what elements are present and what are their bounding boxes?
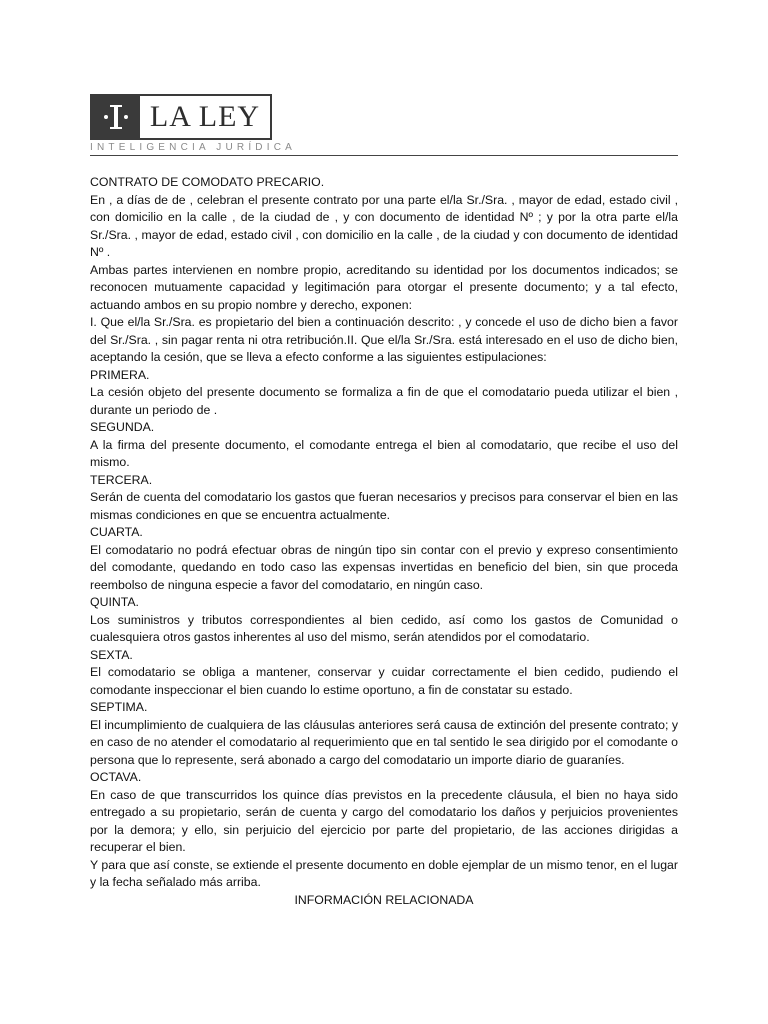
logo-text: LA LEY: [149, 100, 261, 133]
document-title: CONTRATO DE COMODATO PRECARIO.: [90, 175, 325, 189]
related-info-heading: INFORMACIÓN RELACIONADA: [294, 892, 474, 907]
clause-heading: SEGUNDA.: [90, 420, 155, 434]
clause-text: En caso de que transcurridos los quince días previstos en la precedente cláusula, el bien no haya sido entregado a su propietario, serán de cuenta y cargo del comodatario los daños y perjuicios provenientes por la demora; y ello, sin perjuicio del ejercicio por parte del propietario, de las acciones dirigidas a recuperar el bien.: [90, 787, 678, 854]
header-divider: [90, 155, 678, 156]
clause-text: El incumplimiento de cualquiera de las cláusulas anteriores será causa de extinción del presente contrato; y en caso de no atender el comodatario al requerimiento que en tal sentido le sea dirigido por el comodante o persona que lo represente, será abonado a cargo del comodatario un importe diario de guaraníes.: [90, 717, 678, 767]
clause-heading: TERCERA.: [90, 472, 153, 487]
clause-heading: OCTAVA.: [90, 770, 142, 784]
clause-text: Los suministros y tributos correspondientes al bien cedido, así como los gastos de Comunidad o cualesquiera otros gastos inherentes al uso del mismo, serán atendidos por el comodatario.: [90, 612, 678, 644]
logo-mark-icon: [92, 96, 140, 138]
clause-text: El comodatario se obliga a mantener, conservar y cuidar correctamente el bien cedido, pudiendo el comodante inspeccionar el bien cuando lo estime oportuno, a fin de constatar su estado.: [90, 665, 678, 697]
clause-text: A la firma del presente documento, el comodante entrega el bien al comodatario, que recibe el uso del mismo.: [90, 437, 678, 469]
document-body: [90, 174, 678, 909]
clause-heading: PRIMERA.: [90, 367, 150, 382]
paragraph-parties: Ambas partes intervienen en nombre propio, acreditando su identidad por los documentos indicados; se reconocen mutuamente capacidad y legitimación para otorgar el presente documento; y a tal efecto, actuando ambos en su propio nombre y derecho, exponen:: [90, 262, 678, 312]
clause-heading: QUINTA.: [90, 595, 139, 609]
clause-heading: SEXTA.: [90, 647, 133, 662]
logo-tagline: INTELIGENCIA JURÍDICA: [90, 142, 296, 153]
clause-heading: CUARTA.: [90, 525, 143, 539]
clause-text: La cesión objeto del presente documento se formaliza a fin de que el comodatario pueda utilizar el bien , durante un periodo de .: [90, 385, 678, 417]
la-ley-logo: [90, 94, 272, 140]
clause-text: El comodatario no podrá efectuar obras de ningún tipo sin contar con el previo y expreso consentimiento del comodante, quedando en todo caso las expensas invertidas en beneficio del bien, sin que proceda reembolso de ninguna especie a favor del comodatario, en ningún caso.: [90, 542, 678, 592]
closing-paragraph: Y para que así conste, se extiende el presente documento en doble ejemplar de un mismo tenor, en el lugar y la fecha señalado más arriba.: [90, 857, 678, 889]
clause-text: Serán de cuenta del comodatario los gastos que fueran necesarios y precisos para conservar el bien en las mismas condiciones en que se encuentra actualmente.: [90, 490, 678, 522]
paragraph-intro: En , a días de de , celebran el presente contrato por una parte el/la Sr./Sra. , mayor de edad, estado civil , con domicilio en la calle , de la ciudad de , y con documento de identidad Nº ; y por la otra parte el/la Sr./Sra. , mayor de edad, estado civil , con domicilio en la calle , de la ciudad y con documento de identidad Nº .: [90, 192, 678, 259]
paragraph-exposition: I. Que el/la Sr./Sra. es propietario del bien a continuación descrito: , y concede el uso de dicho bien a favor del Sr./Sra. , sin pagar renta ni otra retribución.II. Que el/la Sr./Sra. está interesado en el uso de dicho bien, aceptando la cesión, que se lleva a efecto conforme a las siguientes estipulaciones:: [90, 315, 678, 364]
clause-heading: SEPTIMA.: [90, 700, 148, 714]
